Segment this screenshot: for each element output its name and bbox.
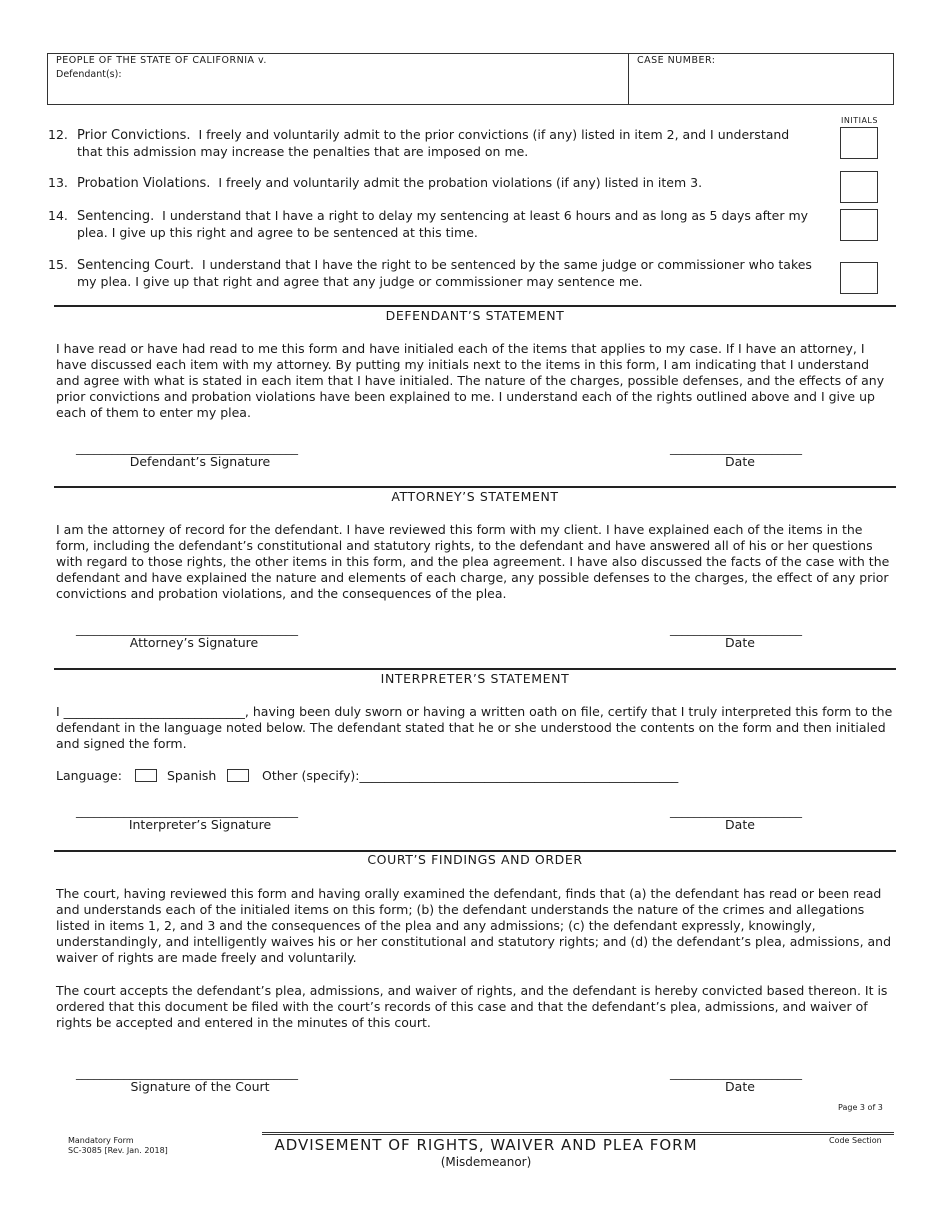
interpreter-statement-title: INTERPRETER’S STATEMENT: [380, 671, 570, 686]
attorney-statement-text: I am the attorney of record for the defendant. I have reviewed this form with my client. I have explained each of the items in the form, including the defendant’s constitutional and statutory rights, to the defendant and have answered all of his or her questions with regard to those rights, the other items in this form, and the plea agreement. I have also discussed the facts of the case with the defendant and have explained the nature and elements of each charge, any possible defenses to the charges, the effect of any prior convictions and probation violations, and the consequences of the plea.: [56, 522, 890, 601]
item-text: I freely and voluntarily admit to the prior convictions (if any) listed in item 2, and I understand that this admission may increase the penalties that are imposed on me.: [77, 127, 790, 159]
attorney-date-label: Date: [725, 635, 755, 650]
defendant-signature-line[interactable]: _____________________________________: [76, 441, 298, 455]
code-section-label: Code Section: [829, 1136, 882, 1145]
initials-box-15[interactable]: [840, 262, 878, 294]
item-14: [48, 208, 818, 241]
page-number: Page 3 of 3: [838, 1103, 883, 1112]
defendant-label: Defendant(s):: [56, 69, 122, 80]
footer-rule: [262, 1134, 894, 1135]
footer-rule: [262, 1132, 894, 1133]
item-number: 13.: [48, 175, 68, 190]
section-rule: [54, 668, 896, 670]
defendant-statement-text: I have read or have had read to me this form and have initialed each of the items that applies to my case. If I have an attorney, I have discussed each item with my attorney. By putting my initials next to the items in this form, I am indicating that I understand and agree with what is stated in each item that I have initialed. The nature of the charges, possible defenses, and the effects of any prior convictions and probation violations have been explained to me. I understand each of the rights outlined above and I give up each of them to enter my plea.: [56, 341, 885, 420]
initials-box-12[interactable]: [840, 127, 878, 159]
defendant-date-label: Date: [725, 454, 755, 469]
other-language-field[interactable]: Other (specify):___________________________________________________: [262, 768, 679, 783]
defendant-statement-title: DEFENDANT’S STATEMENT: [385, 308, 565, 323]
defendant-signature-label: Defendant’s Signature: [129, 454, 271, 469]
mandatory-form-label: Mandatory Form: [68, 1136, 134, 1145]
item-text: I freely and voluntarily admit the probation violations (if any) listed in item 3.: [218, 175, 703, 190]
interpreter-signature-label: Interpreter’s Signature: [128, 817, 272, 832]
form-title: ADVISEMENT OF RIGHTS, WAIVER AND PLEA FORM: [274, 1136, 698, 1154]
court-findings-text-2: The court accepts the defendant’s plea, admissions, and waiver of rights, and the defendant is hereby convicted based thereon. It is ordered that this document be filed with the court’s records of this case and that the defendant’s plea, admissions, and waiver of rights be accepted and entered in the minutes of this court.: [56, 983, 888, 1030]
item-number: 15.: [48, 257, 68, 272]
court-findings-text-1: The court, having reviewed this form and having orally examined the defendant, finds that (a) the defendant has read or been read and understands each of the initialed items on this form; (b) the defendant understands the nature of the crimes and allegations listed in items 1, 2, and 3 and the consequences of the plea and any admissions; (c) the defendant expressly, knowingly, understandingly, and intelligently waives his or her constitutional and statutory rights; and (d) the defendant’s plea, admissions, and waiver of rights are made freely and voluntarily.: [56, 886, 892, 965]
interpreter-statement-text: I _____________________________, having been duly sworn or having a written oath on file, certify that I truly interpreted this form to the defendant in the language noted below. The defendant stated that he or she understood the contents on the form and then initialed and signed the form.: [56, 704, 893, 751]
section-rule: [54, 486, 896, 488]
court-findings-title: COURT’S FINDINGS AND ORDER: [367, 852, 583, 867]
interpreter-date-line[interactable]: ______________________: [670, 804, 802, 818]
interpreter-date-label: Date: [725, 817, 755, 832]
item-heading: Prior Convictions.: [77, 128, 191, 143]
court-date-line[interactable]: ______________________: [670, 1066, 802, 1080]
item-number: 14.: [48, 208, 68, 223]
court-date-label: Date: [725, 1079, 755, 1094]
form-subtitle: (Misdemeanor): [440, 1155, 532, 1169]
defendant-date-line[interactable]: ______________________: [670, 441, 802, 455]
header-divider: [628, 53, 629, 105]
item-15: [48, 257, 818, 290]
case-caption: PEOPLE OF THE STATE OF CALIFORNIA v.: [56, 55, 267, 66]
court-signature-line[interactable]: _____________________________________: [76, 1066, 298, 1080]
attorney-signature-line[interactable]: _____________________________________: [76, 622, 298, 636]
item-heading: Sentencing Court.: [77, 258, 195, 273]
item-13: [48, 175, 818, 192]
item-text: I understand that I have a right to delay my sentencing at least 6 hours and as long as 5 days after my plea. I give up this right and agree to be sentenced at this time.: [77, 208, 809, 240]
language-label: Language:: [56, 768, 122, 783]
attorney-statement-title: ATTORNEY’S STATEMENT: [391, 489, 559, 504]
item-heading: Sentencing.: [77, 209, 155, 224]
case-number-label: CASE NUMBER:: [637, 55, 716, 66]
court-signature-label: Signature of the Court: [130, 1079, 270, 1094]
spanish-label: Spanish: [167, 768, 217, 783]
item-12: [48, 127, 818, 160]
item-number: 12.: [48, 127, 68, 142]
attorney-signature-label: Attorney’s Signature: [129, 635, 259, 650]
item-text: I understand that I have the right to be sentenced by the same judge or commissioner who takes my plea. I give up that right and agree that any judge or commissioner may sentence me.: [77, 257, 812, 289]
section-rule: [54, 305, 896, 307]
initials-box-14[interactable]: [840, 209, 878, 241]
other-language-checkbox[interactable]: [227, 769, 249, 782]
interpreter-signature-line[interactable]: _____________________________________: [76, 804, 298, 818]
form-id: SC-3085 [Rev. Jan. 2018]: [68, 1146, 168, 1155]
attorney-date-line[interactable]: ______________________: [670, 622, 802, 636]
initials-label: INITIALS: [841, 116, 878, 125]
spanish-checkbox[interactable]: [135, 769, 157, 782]
initials-box-13[interactable]: [840, 171, 878, 203]
item-heading: Probation Violations.: [77, 176, 211, 191]
